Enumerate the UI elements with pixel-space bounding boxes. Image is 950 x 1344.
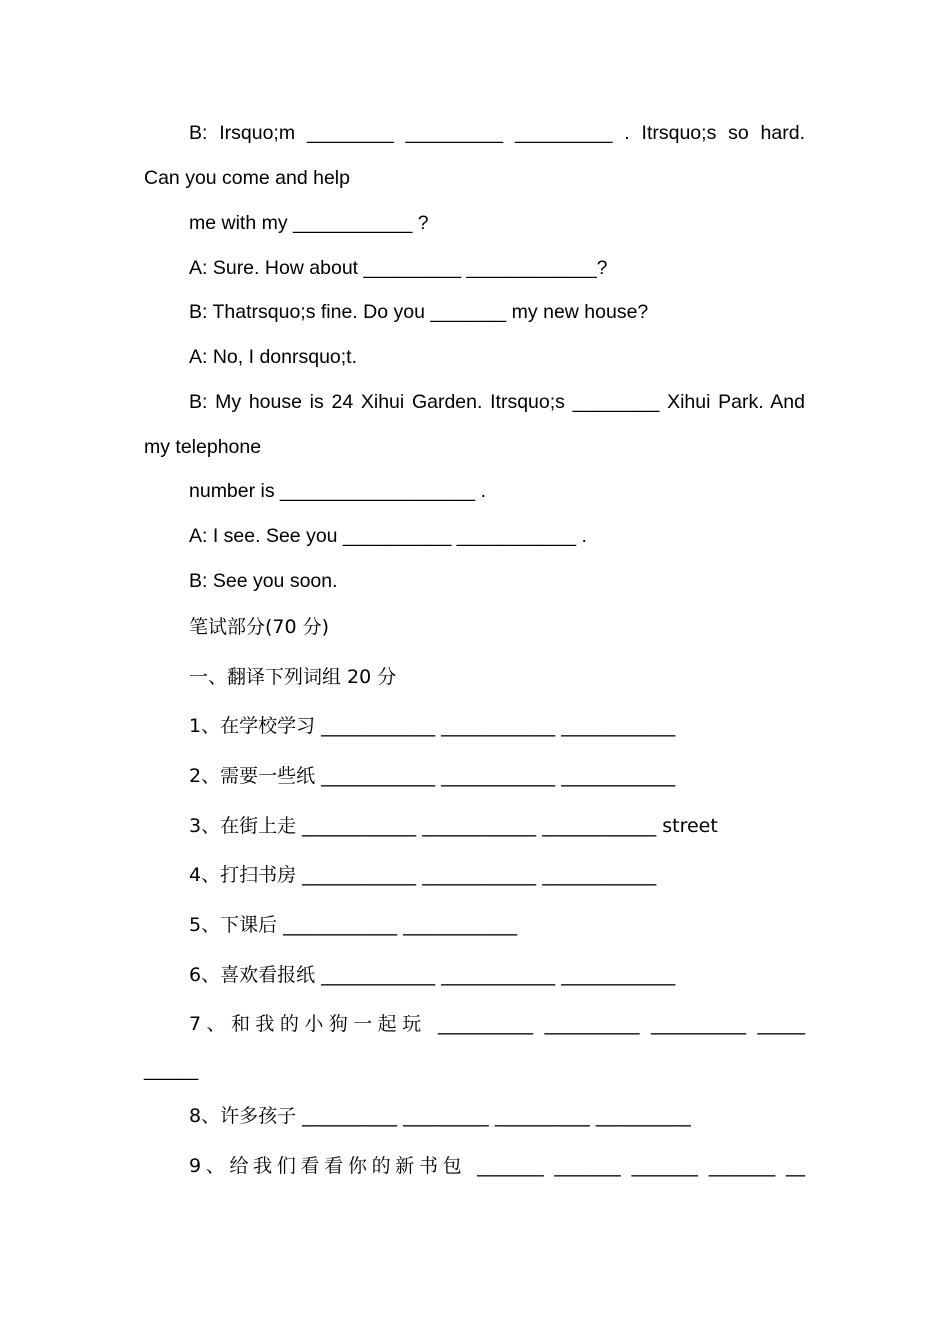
exercise-item-7-continuation: _____ xyxy=(144,1059,199,1081)
exercise-item-8: 8、许多孩子 __________ _________ __________ __________ xyxy=(189,1105,691,1127)
dialogue-line-1: B: Irsquo;m ________ _________ _________ . Itrsquo;s so hard. xyxy=(189,122,805,144)
dialogue-line-11: B: See you soon. xyxy=(189,570,338,592)
exercise-item-4: 4、打扫书房 ____________ ____________ ____________ xyxy=(189,864,657,886)
dialogue-line-2: Can you come and help xyxy=(144,167,350,189)
section-title: 笔试部分(70 分) xyxy=(189,616,330,638)
exercise-item-5: 5、下课后 ____________ ____________ xyxy=(189,914,518,936)
exercise-item-1: 1、在学校学习 ____________ ____________ ____________ xyxy=(189,715,676,737)
dialogue-line-5: B: Thatrsquo;s fine. Do you _______ my new house? xyxy=(189,301,649,323)
dialogue-line-8: my telephone xyxy=(144,436,262,458)
exercise-item-9: 9、给我们看看你的新书包 _______ _______ _______ _______ __ xyxy=(189,1155,805,1177)
exercise-item-7: 7、和我的小狗一起玩 __________ __________ __________ _____ xyxy=(189,1013,805,1035)
dialogue-line-9: number is __________________ . xyxy=(189,480,487,502)
exercise-item-6: 6、喜欢看报纸 ____________ ____________ ____________ xyxy=(189,964,676,986)
dialogue-line-6: A: No, I donrsquo;t. xyxy=(189,346,358,368)
exercise-item-2: 2、需要一些纸 ____________ ____________ ____________ xyxy=(189,765,676,787)
dialogue-line-4: A: Sure. How about _________ ____________? xyxy=(189,257,608,279)
dialogue-line-7: B: My house is 24 Xihui Garden. Itrsquo;s ________ Xihui Park. And xyxy=(189,391,805,413)
part-one-title: 一、翻译下列词组 20 分 xyxy=(189,666,397,688)
exercise-item-3: 3、在街上走 ____________ ____________ ____________ street xyxy=(189,815,718,837)
dialogue-line-3: me with my ___________ ? xyxy=(189,212,429,234)
dialogue-line-10: A: I see. See you __________ ___________ . xyxy=(189,525,587,547)
